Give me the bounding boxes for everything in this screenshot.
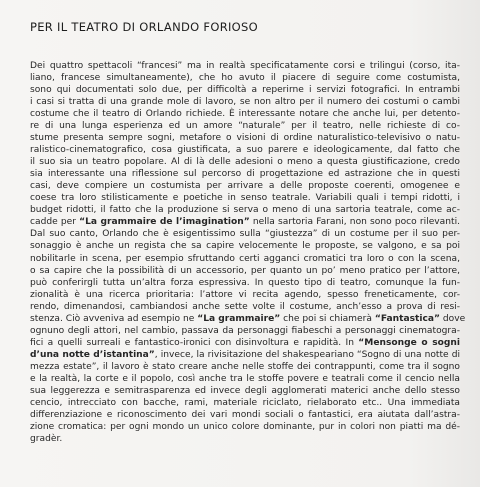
text-line: mezza estate”, il lavoro è stato creare anche nelle stoffe dei contrappunti, come tra il sogno [30, 361, 460, 372]
text-line: coese tra loro stilisticamente e poetiche in senso teatrale. Variabili quali i tempi ridotti, i [30, 193, 460, 204]
text-line: cencio, intrecciato con bacche, rami, materiale riciclato, rielaborato etc.. Una immediata [30, 397, 460, 408]
bold-title: “Fantastica” [374, 313, 440, 324]
text-line: Dal suo canto, Orlando che è esigentissimo sulla “giustezza” di un costume per il suo per- [30, 229, 460, 240]
text-line: ralistico-cinematografico, cosa giustificata, a suo parere e ideologicamente, dal fatto che [30, 145, 460, 156]
bold-title: “La grammaire de l’imagination” [79, 217, 250, 228]
text-line: ognuno degli attori, nel cambio, passava da personaggi fiabeschi a personaggi cinematogra- [30, 325, 460, 336]
text-line: nobilitarle in scena, per esempio sfruttando certi agganci cromatici tra loro o con la scena, [30, 253, 460, 264]
text-line: liano, francese simultaneamente), che ho avuto il piacere di seguire come costumista, [30, 73, 460, 84]
text-line: gradèr. [30, 433, 63, 444]
text-line: casi, deve compiere un costumista per arrivare a delle proposte coerenti, omogenee e [30, 181, 460, 192]
bold-title: “Mensonge o sogni [358, 337, 460, 348]
text-line: i casi si tratta di una grande mole di lavoro, se non altro per il numero dei costumi o cambi [30, 97, 460, 108]
text-line: Dei quattro spettacoli “francesi” ma in realtà specificatamente corsi e trilingui (corso, ita- [30, 61, 460, 71]
bold-title: “La grammaire” [197, 313, 281, 324]
text-line: può conferirgli tutta un’altra forza espressiva. In questo tipo di teatro, comunque la fun- [30, 277, 460, 288]
text-line: sua leggerezza e semitrasparenza ed invece degli agglomerati materici anche dello stesso [30, 385, 460, 396]
text-line: sia interessante una riflessione sul percorso di progettazione ed astrazione che in questi [30, 169, 460, 180]
text-line: sono qui documentati solo due, per difficoltà a reperirne i servizi fotografici. In entrambi [30, 85, 460, 96]
text-line: rendo, dimenandosi, cambiandosi anche sette volte il costume, anch’esso a prova di resi- [30, 301, 460, 312]
text-line: e la realtà, la corte e il popolo, così anche tra le stoffe povere e teatrali come il cencio nella [30, 373, 460, 384]
text-line: cadde per “La grammaire de l’imagination” nella sartoria Farani, non sono poco rilevanti. [30, 217, 460, 228]
text-line: differenziazione e riconoscimento dei vari mondi sociali o fantastici, era aiutata dall’astra- [30, 409, 460, 420]
text-line: re di una lunga esperienza ed un amore “naturale” per il teatro, nelle richieste di co- [30, 121, 460, 132]
section-heading: PER IL TEATRO DI ORLANDO FORIOSO [30, 20, 258, 34]
text-line: fici a quelli surreali e fantastico-ironici con disinvoltura e rapidità. In “Mensonge o sogni [30, 337, 460, 348]
text-line: sonaggio è anche un regista che sa capire velocemente le proposte, se valgono, e sa poi [30, 241, 460, 252]
text-line: o sa capire che la possibilità di un accessorio, per quanto un po’ meno pratico per l’attore, [30, 265, 460, 276]
text-line: stenza. Ciò avveniva ad esempio ne “La grammaire” che poi si chiamerà “Fantastica” dove [30, 313, 466, 324]
text-line: stume presenta sempre sogni, metafore o visioni di ordine naturalistico-televisivo o natu- [30, 133, 460, 144]
text-line: costume che il teatro di Orlando richiede. È interessante notare che anche lui, per detento- [30, 109, 460, 120]
text-line: il suo sia un teatro popolare. Al di là delle adesioni o meno a questa giustificazione, credo [30, 157, 460, 168]
text-line: d’una notte d’istantina”, invece, la rivisitazione del shakespeariano “Sogno di una notte di [30, 349, 460, 360]
text-line: budget ridotti, il fatto che la produzione si serva o meno di una sartoria teatrale, come ac- [30, 205, 460, 216]
bold-title: d’una notte d’istantina” [30, 349, 155, 360]
body-paragraph [30, 60, 466, 445]
text-line: zione cromatica: per ogni mondo un unico colore dominante, pur in colori non piatti ma dé- [30, 421, 460, 432]
text-line: zionalità è una ricerca prioritaria: l’attore vi recita agendo, spesso freneticamente, cor- [30, 289, 460, 300]
